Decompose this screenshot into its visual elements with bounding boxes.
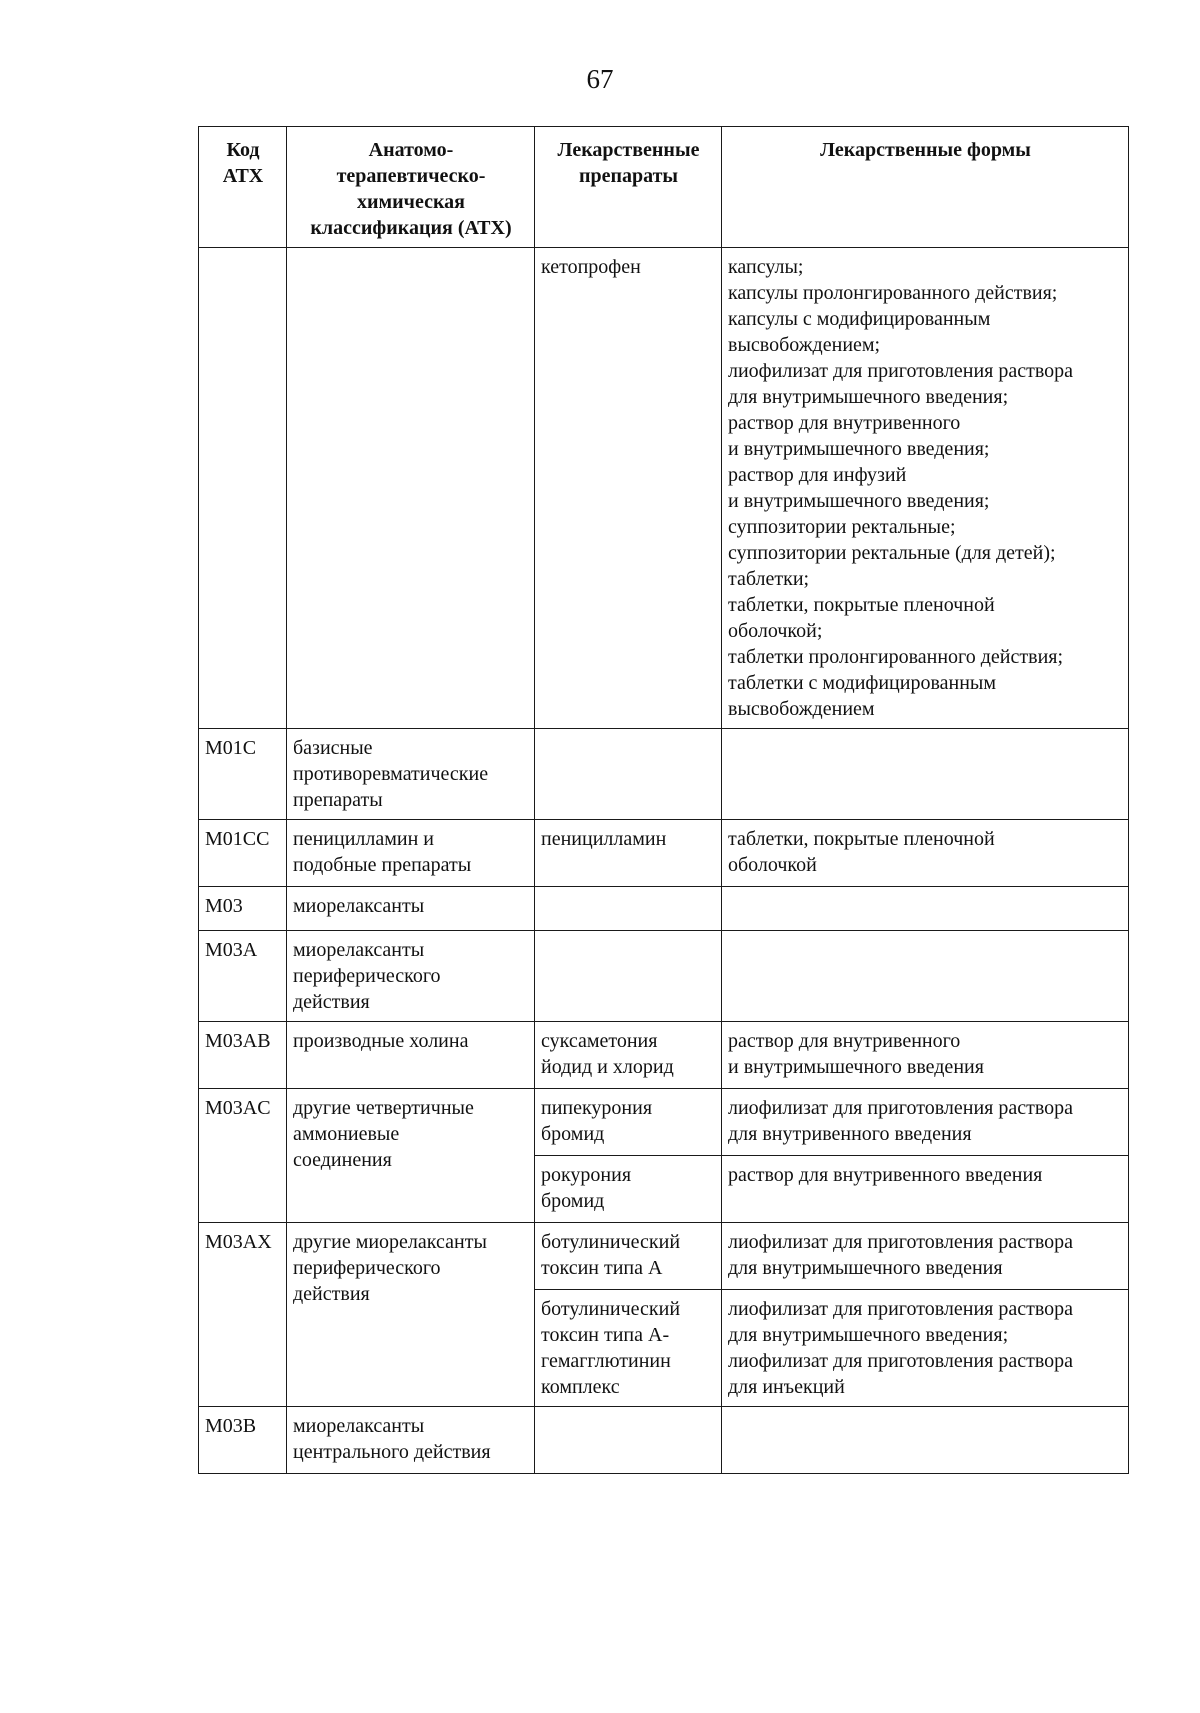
classification-line: миорелаксанты xyxy=(293,1415,425,1437)
dosage-form-line: лиофилизат для приготовления раствора xyxy=(728,1350,1074,1372)
classification-line: действия xyxy=(293,991,370,1013)
dosage-form-line: лиофилизат для приготовления раствора xyxy=(728,360,1074,382)
classification-line: подобные препараты xyxy=(293,854,472,876)
dosage-form-line: капсулы с модифицированным xyxy=(728,308,991,330)
header-text-line: Код xyxy=(226,139,260,161)
table-row xyxy=(199,248,1129,729)
drug-name-line: комплекс xyxy=(541,1376,620,1398)
dosage-form-line: и внутримышечного введения; xyxy=(728,438,990,460)
atc-classification-cell xyxy=(287,887,535,931)
classification-line: другие четвертичные xyxy=(293,1097,474,1119)
dosage-form-line: и внутримышечного введения; xyxy=(728,490,990,512)
dosage-form-line: лиофилизат для приготовления раствора xyxy=(728,1298,1074,1320)
dosage-forms-cell xyxy=(722,1156,1129,1223)
header-text-line: АТХ xyxy=(222,165,264,187)
table-row xyxy=(199,1407,1129,1474)
dosage-form-line: раствор для инфузий xyxy=(728,464,907,486)
drug-name-cell xyxy=(535,1156,722,1223)
header-text-line: Анатомо- xyxy=(368,139,454,161)
atc-code-cell xyxy=(199,1089,287,1223)
dosage-forms-cell xyxy=(722,248,1129,729)
atc-code-cell xyxy=(199,248,287,729)
atc-code: M03AB xyxy=(205,1030,271,1052)
header-text-line: классификация (АТХ) xyxy=(310,217,512,239)
table-row xyxy=(199,1022,1129,1089)
dosage-form-line: таблетки с модифицированным xyxy=(728,672,997,694)
dosage-form-line: для внутривенного введения xyxy=(728,1123,972,1145)
atc-classification-cell xyxy=(287,1022,535,1089)
drug-name-cell xyxy=(535,887,722,931)
drug-name-cell xyxy=(535,820,722,887)
header-atc-classification xyxy=(287,127,535,248)
dosage-form-line: раствор для внутривенного xyxy=(728,412,961,434)
classification-line: противоревматические xyxy=(293,763,489,785)
header-row xyxy=(199,127,1129,248)
classification-line: другие миорелаксанты xyxy=(293,1231,487,1253)
dosage-forms-cell xyxy=(722,1407,1129,1474)
dosage-form-line: суппозитории ректальные (для детей); xyxy=(728,542,1056,564)
header-dosage-forms xyxy=(722,127,1129,248)
dosage-form-line: раствор для внутривенного xyxy=(728,1030,961,1052)
drug-name-cell xyxy=(535,729,722,820)
dosage-forms-cell xyxy=(722,820,1129,887)
atc-code: M03B xyxy=(205,1415,257,1437)
dosage-form-line: таблетки, покрытые пленочной xyxy=(728,594,995,616)
table-row xyxy=(199,931,1129,1022)
header-text-line: терапевтическо- xyxy=(336,165,486,187)
atc-code-cell xyxy=(199,820,287,887)
dosage-form-line: высвобождением; xyxy=(728,334,881,356)
atc-drug-table xyxy=(198,126,1129,1474)
drug-name-cell xyxy=(535,931,722,1022)
drug-name-line: пеницилламин xyxy=(541,828,667,850)
table-row xyxy=(199,1223,1129,1290)
drug-name-cell xyxy=(535,1089,722,1156)
classification-line: действия xyxy=(293,1283,370,1305)
dosage-form-line: для внутримышечного введения xyxy=(728,1257,1003,1279)
drug-name-line: бромид xyxy=(541,1190,605,1212)
drug-name-cell xyxy=(535,1223,722,1290)
atc-classification-cell xyxy=(287,1407,535,1474)
table-row xyxy=(199,820,1129,887)
dosage-form-line: оболочкой; xyxy=(728,620,823,642)
atc-code: M03A xyxy=(205,939,258,961)
atc-code-cell xyxy=(199,729,287,820)
drug-name-line: бромид xyxy=(541,1123,605,1145)
table-header xyxy=(199,127,1129,248)
drug-name-line: токсин типа А xyxy=(541,1257,663,1279)
drug-name-line: пипекурония xyxy=(541,1097,653,1119)
page-number: 67 xyxy=(586,64,614,94)
classification-line: соединения xyxy=(293,1149,392,1171)
atc-code-cell xyxy=(199,1223,287,1407)
dosage-form-line: таблетки; xyxy=(728,568,810,590)
dosage-form-line: для внутримышечного введения; xyxy=(728,1324,1009,1346)
drug-name-line: кетопрофен xyxy=(541,256,641,278)
dosage-form-line: раствор для внутривенного введения xyxy=(728,1164,1043,1186)
drug-name-cell xyxy=(535,1022,722,1089)
classification-line: центрального действия xyxy=(293,1441,491,1463)
dosage-forms-cell xyxy=(722,1223,1129,1290)
dosage-form-line: для внутримышечного введения; xyxy=(728,386,1009,408)
drug-name-line: токсин типа А- xyxy=(541,1324,670,1346)
atc-code: M01CC xyxy=(205,828,270,850)
dosage-forms-cell xyxy=(722,729,1129,820)
atc-code: M03AC xyxy=(205,1097,271,1119)
classification-line: производные холина xyxy=(293,1030,469,1052)
classification-line: периферического xyxy=(293,965,441,987)
dosage-form-line: оболочкой xyxy=(728,854,817,876)
header-atc-code xyxy=(199,127,287,248)
atc-classification-cell xyxy=(287,820,535,887)
classification-line: аммониевые xyxy=(293,1123,400,1145)
atc-classification-cell xyxy=(287,1223,535,1407)
drug-name-cell xyxy=(535,1407,722,1474)
dosage-form-line: высвобождением xyxy=(728,698,875,720)
classification-line: миорелаксанты xyxy=(293,895,425,917)
table-body xyxy=(199,248,1129,1474)
atc-code: M03 xyxy=(205,895,243,917)
table-row xyxy=(199,729,1129,820)
dosage-form-line: для инъекций xyxy=(728,1376,845,1398)
drug-name-line: йодид и хлорид xyxy=(541,1056,674,1078)
dosage-form-line: лиофилизат для приготовления раствора xyxy=(728,1097,1074,1119)
header-text-line: химическая xyxy=(357,191,465,213)
drug-name-line: ботулинический xyxy=(541,1231,681,1253)
classification-line: пеницилламин и xyxy=(293,828,434,850)
atc-classification-cell xyxy=(287,931,535,1022)
atc-classification-cell xyxy=(287,729,535,820)
drug-name-line: рокурония xyxy=(541,1164,632,1186)
classification-line: миорелаксанты xyxy=(293,939,425,961)
dosage-forms-cell xyxy=(722,931,1129,1022)
dosage-form-line: и внутримышечного введения xyxy=(728,1056,984,1078)
drug-name-line: гемагглютинин xyxy=(541,1350,671,1372)
dosage-forms-cell xyxy=(722,1290,1129,1407)
table-row xyxy=(199,1089,1129,1156)
header-drugs xyxy=(535,127,722,248)
atc-code-cell xyxy=(199,1407,287,1474)
dosage-forms-cell xyxy=(722,1022,1129,1089)
drug-name-cell xyxy=(535,1290,722,1407)
dosage-forms-cell xyxy=(722,1089,1129,1156)
dosage-form-line: таблетки, покрытые пленочной xyxy=(728,828,995,850)
classification-line: базисные xyxy=(293,737,373,759)
classification-line: препараты xyxy=(293,789,383,811)
header-text-line: Лекарственные формы xyxy=(820,139,1031,161)
atc-code: M03AX xyxy=(205,1231,272,1253)
atc-classification-cell xyxy=(287,248,535,729)
header-text-line: препараты xyxy=(578,165,679,187)
atc-code: M01C xyxy=(205,737,257,759)
dosage-form-line: таблетки пролонгированного действия; xyxy=(728,646,1064,668)
atc-code-cell xyxy=(199,931,287,1022)
drug-name-line: ботулинический xyxy=(541,1298,681,1320)
dosage-form-line: лиофилизат для приготовления раствора xyxy=(728,1231,1074,1253)
dosage-form-line: капсулы пролонгированного действия; xyxy=(728,282,1058,304)
atc-code-cell xyxy=(199,887,287,931)
drug-name-line: суксаметония xyxy=(541,1030,658,1052)
drug-name-cell xyxy=(535,248,722,729)
atc-code-cell xyxy=(199,1022,287,1089)
atc-classification-cell xyxy=(287,1089,535,1223)
header-text-line: Лекарственные xyxy=(557,139,700,161)
dosage-form-line: капсулы; xyxy=(728,256,804,278)
classification-line: периферического xyxy=(293,1257,441,1279)
dosage-form-line: суппозитории ректальные; xyxy=(728,516,956,538)
dosage-forms-cell xyxy=(722,887,1129,931)
table-row xyxy=(199,887,1129,931)
